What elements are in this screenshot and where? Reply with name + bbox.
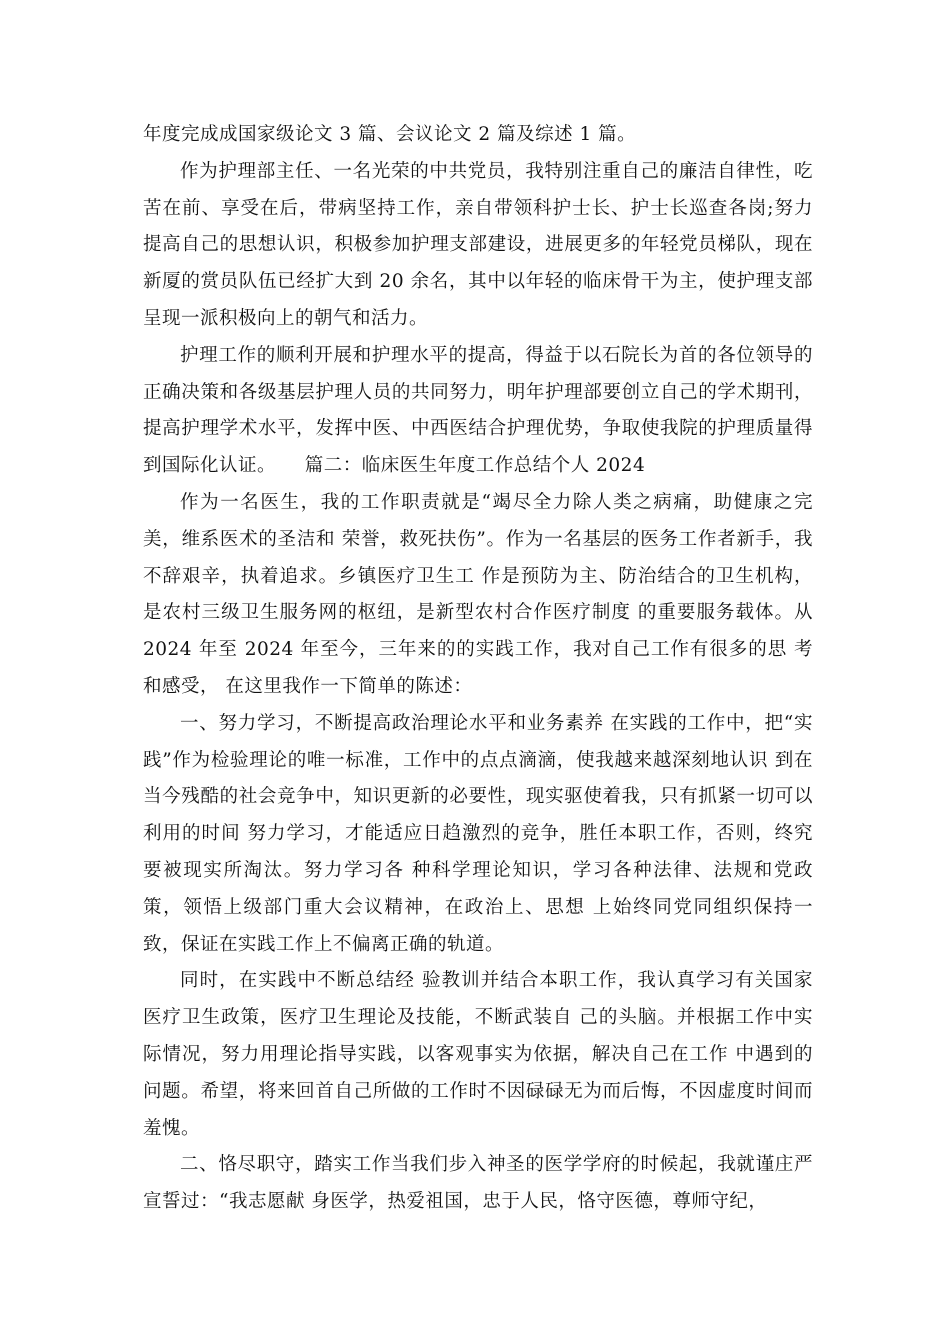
paragraph-1: 年度完成成国家级论文 3 篇、会议论文 2 篇及综述 1 篇。 bbox=[143, 124, 637, 145]
paragraph-7: 二、恪尽职守，踏实工作当我们步入神圣的医学学府的时候起，我就谨庄严宣誓过：“我志愿献 身医学，热爱祖国，忠于人民，恪守医德，尊师守纪， bbox=[143, 1154, 813, 1213]
paragraph-6: 同时，在实践中不断总结经 验教训并结合本职工作，我认真学习有关国家医疗卫生政策，医疗卫生理论及技能，不断武装自 己的头脑。并根据工作中实际情况，努力用理论指导实践，以客观事实为依据，解决自己在工作 中遇到的问题。希望，将来回首自己所做的工作时不因碌碌无为而后悔，不因虚度时间而羞愧。 bbox=[143, 970, 813, 1139]
paragraph-4: 作为一名医生，我的工作职责就是“竭尽全力除人类之病痛，助健康之完美，维系医术的圣洁和 荣誉，救死扶伤”。作为一名基层的医务工作者新手，我不辞艰辛，执着追求。乡镇医疗卫生工 作是预防为主、防治结合的卫生机构，是农村三级卫生服务网的枢纽，是新型农村合作医疗制度 的重要服务载体。从 2024 年至 2024 年至今，三年来的的实践工作，我对自己工作有很多的思 考和感受， 在这里我作一下简单的陈述： bbox=[143, 491, 813, 697]
paragraph-2: 作为护理部主任、一名光荣的中共党员，我特别注重自己的廉洁自律性，吃苦在前、享受在后，带病坚持工作，亲自带领科护士长、护士长巡查各岗;努力提高自己的思想认识，积极参加护理支部建设，进展更多的年轻党员梯队，现在新厦的赏员队伍已经扩大到 20 余名，其中以年轻的临床骨干为主，使护理支部呈现一派积极向上的朝气和活力。 bbox=[143, 160, 813, 329]
paragraph-3: 护理工作的顺利开展和护理水平的提高，得益于以石院长为首的各位领导的正确决策和各级基层护理人员的共同努力，明年护理部要创立自己的学术期刊，提高护理学术水平，发挥中医、中西医结合护理优势，争取使我院的护理质量得到国际化认证。 篇二：临床医生年度工作总结个人 2024 bbox=[143, 344, 813, 477]
paragraph-5: 一、努力学习，不断提高政治理论水平和业务素养 在实践的工作中，把“实践”作为检验理论的唯一标准，工作中的点点滴滴，使我越来越深刻地认识 到在当今残酷的社会竞争中，知识更新的必要性，现实驱使着我，只有抓紧一切可以利用的时间 努力学习，才能适应日趋激烈的竞争，胜任本职工作，否则，终究要被现实所淘汰。努力学习各 种科学理论知识，学习各种法律、法规和党政策，领悟上级部门重大会议精神，在政治上、思想 上始终同党同组织保持一致，保证在实践工作上不偏离正确的轨道。 bbox=[143, 712, 813, 955]
document-body bbox=[143, 117, 813, 1221]
